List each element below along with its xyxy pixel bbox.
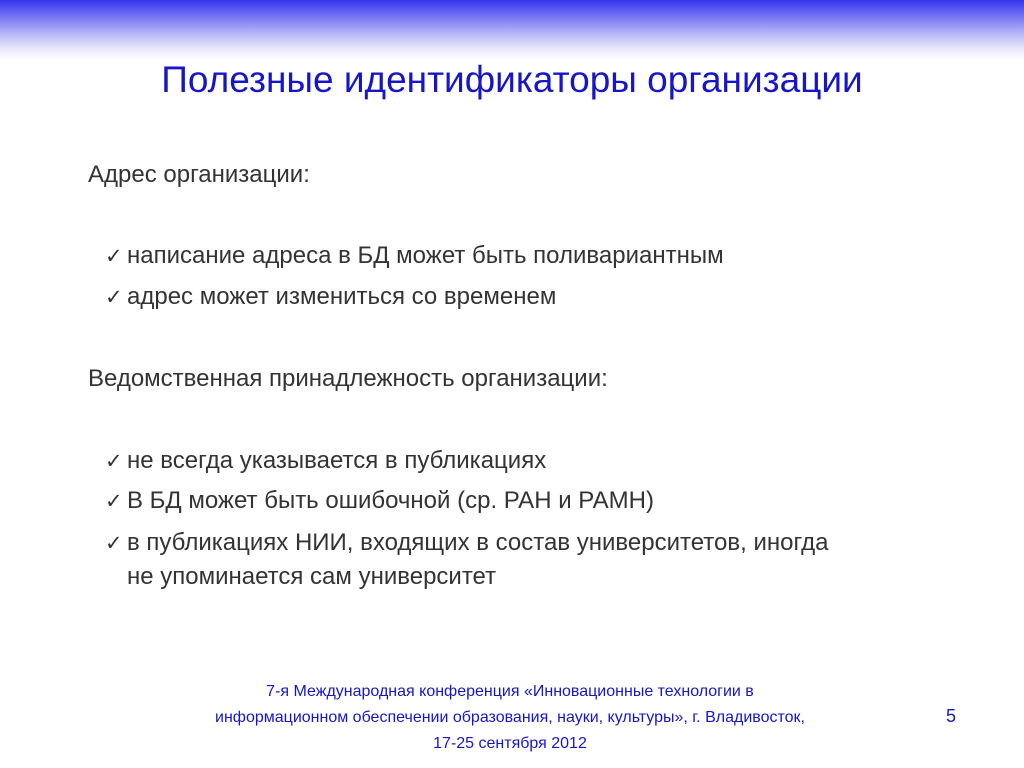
checkmark-icon: ✓ — [105, 489, 123, 513]
bullet-item — [105, 445, 985, 477]
bullet-item — [105, 240, 985, 272]
checkmark-icon: ✓ — [105, 285, 123, 309]
page-number: 5 — [946, 706, 957, 726]
checkmark-icon: ✓ — [105, 449, 123, 473]
checkmark-icon: ✓ — [105, 531, 123, 555]
bullet-text: не упоминается сам университет — [127, 563, 497, 590]
footer-line: информационном обеспечении образования, науки, культуры», г. Владивосток, — [215, 709, 805, 726]
bullet-item-continuation — [105, 561, 985, 593]
bullet-item — [105, 281, 985, 313]
bullet-item — [105, 485, 985, 517]
bullet-text: адрес может измениться со временем — [127, 283, 557, 310]
bullet-item — [105, 527, 985, 559]
bullet-text: В БД может быть ошибочной (ср. РАН и РАМН) — [127, 487, 654, 514]
footer-conference-info — [120, 679, 900, 757]
bullet-text: написание адреса в БД может быть поливариантным — [127, 242, 724, 269]
slide-title: Полезные идентификаторы организации — [161, 59, 863, 100]
checkmark-icon: ✓ — [105, 244, 123, 268]
section-heading-address: Адрес организации: — [88, 161, 310, 188]
bullet-text: в публикациях НИИ, входящих в состав университетов, иногда — [127, 529, 829, 556]
footer-line: 17-25 сентября 2012 — [433, 735, 587, 752]
bullet-text: не всегда указывается в публикациях — [127, 447, 547, 474]
header-gradient-band — [0, 0, 1024, 60]
section-heading-affiliation: Ведомственная принадлежность организации: — [88, 365, 608, 392]
footer-line: 7-я Международная конференция «Инновационные технологии в — [266, 683, 754, 700]
